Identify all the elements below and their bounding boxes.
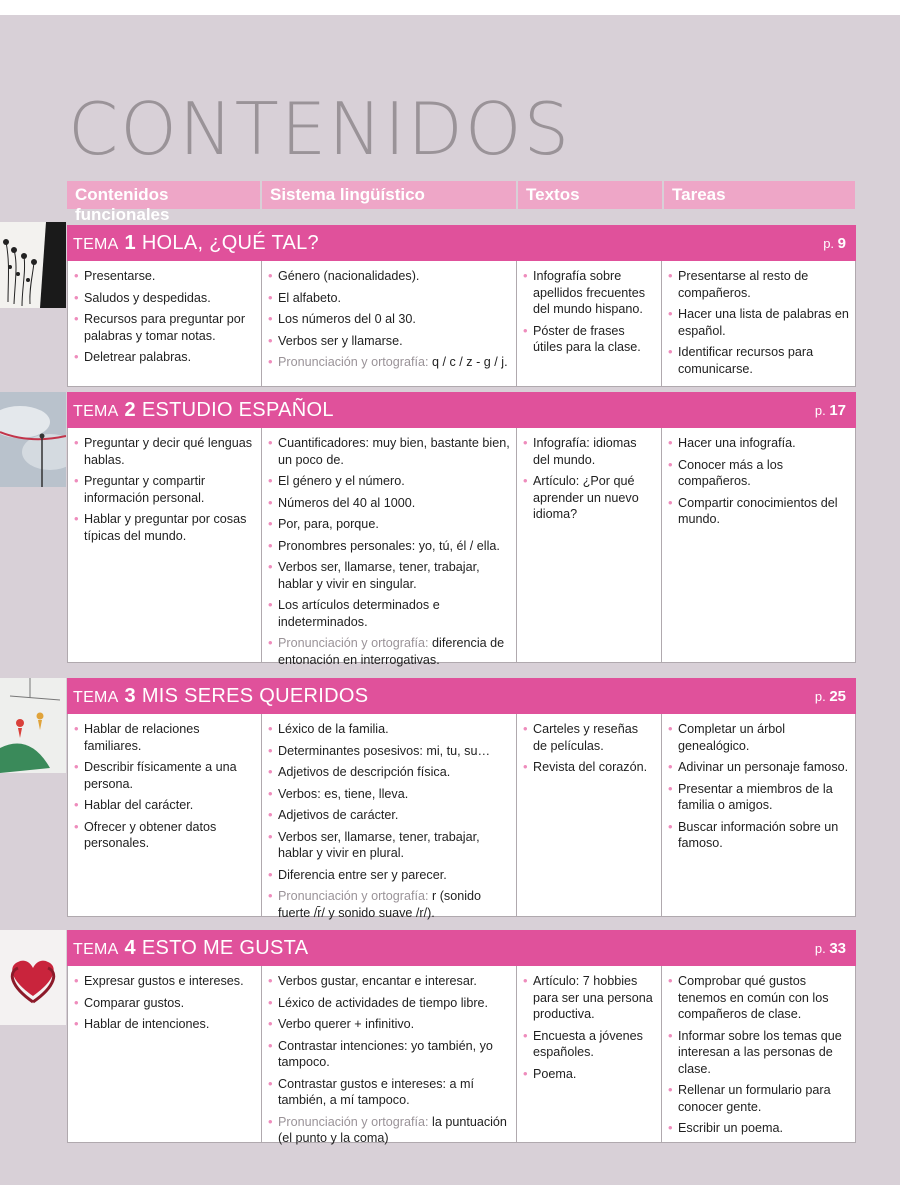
tema-4-page: p. 33 (814, 939, 846, 957)
page (0, 15, 900, 1185)
list-item: • Encuesta a jóvenes españoles. (523, 1028, 655, 1061)
list-item: • Hablar y preguntar por cosas típicas del mundo. (74, 511, 255, 544)
pronunciation-item: • Pronunciación y ortografía: la puntuación (el punto y la coma) (268, 1114, 510, 1147)
textos-column (517, 261, 662, 386)
list-item: • Escribir un poema. (668, 1120, 849, 1137)
list-item: • Adivinar un personaje famoso. (668, 759, 849, 776)
tema-2-body (67, 428, 856, 667)
list-item: • Póster de frases útiles para la clase. (523, 323, 655, 356)
funcionales-column (68, 261, 262, 386)
list-item: • Hablar de relaciones familiares. (74, 721, 255, 754)
tema-2-title: TEMA 2 ESTUDIO ESPAÑOL (73, 398, 334, 421)
header-sistema-linguistico: Sistema lingüístico (262, 181, 516, 209)
list-item: • Determinantes posesivos: mi, tu, su… (268, 743, 510, 760)
tema-2-section (67, 392, 856, 667)
list-item: • Compartir conocimientos del mundo. (668, 495, 849, 528)
tema-1-title: TEMA 1 HOLA, ¿QUÉ TAL? (73, 231, 319, 254)
list-item: • Completar un árbol genealógico. (668, 721, 849, 754)
list-item: • Los artículos determinados e indeterminados. (268, 597, 510, 630)
list-item: • Conocer más a los compañeros. (668, 457, 849, 490)
tema-3-bar[interactable] (67, 678, 856, 714)
list-item: • Verbos gustar, encantar e interesar. (268, 973, 510, 990)
list-item: • Infografía: idiomas del mundo. (523, 435, 655, 468)
list-item: • Léxico de la familia. (268, 721, 510, 738)
list-item: • Presentar a miembros de la familia o amigos. (668, 781, 849, 814)
list-item: • Pronombres personales: yo, tú, él / ella. (268, 538, 510, 555)
tema-4-body (67, 966, 856, 1143)
list-item: • Artículo: ¿Por qué aprender un nuevo idioma? (523, 473, 655, 523)
list-item: • Verbos ser, llamarse, tener, trabajar, hablar y vivir en singular. (268, 559, 510, 592)
pronunciation-item: • Pronunciación y ortografía: diferencia de entonación en interrogativas. (268, 635, 510, 668)
list-item: • Hacer una infografía. (668, 435, 849, 452)
tema-1-section (67, 225, 856, 387)
tema-4-bar[interactable] (67, 930, 856, 966)
pronunciation-item: • Pronunciación y ortografía: r (sonido fuerte /r̄/ y sonido suave /r/). (268, 888, 510, 921)
list-item: • Verbo querer + infinitivo. (268, 1016, 510, 1033)
textos-column (517, 714, 662, 916)
list-item: • Diferencia entre ser y parecer. (268, 867, 510, 884)
tema-4-section (67, 930, 856, 1143)
list-item: • Comparar gustos. (74, 995, 255, 1012)
tareas-column (662, 261, 855, 386)
list-item: • Contrastar intenciones: yo también, yo tampoco. (268, 1038, 510, 1071)
list-item: • Deletrear palabras. (74, 349, 255, 366)
list-item: • Infografía sobre apellidos frecuentes del mundo hispano. (523, 268, 655, 318)
list-item: • El género y el número. (268, 473, 510, 490)
tema-4-title: TEMA 4 ESTO ME GUSTA (73, 936, 309, 959)
tema-3-section (67, 678, 856, 920)
list-item: • Poema. (523, 1066, 655, 1083)
header-textos: Textos (518, 181, 662, 209)
plants-icon (0, 222, 66, 308)
paper-heart-icon (0, 930, 66, 1025)
column-header-row (67, 181, 855, 224)
tema-3-title: TEMA 3 MIS SERES QUERIDOS (73, 684, 369, 707)
tema-1-bar[interactable] (67, 225, 856, 261)
list-item: • Presentarse. (74, 268, 255, 285)
list-item: • Hablar de intenciones. (74, 1016, 255, 1033)
sistema-column (262, 714, 517, 920)
tema-2-bar[interactable] (67, 392, 856, 428)
list-item: • Contrastar gustos e intereses: a mí también, a mí tampoco. (268, 1076, 510, 1109)
funcionales-column (68, 966, 262, 1142)
list-item: • Ofrecer y obtener datos personales. (74, 819, 255, 852)
sistema-column (262, 261, 517, 386)
header-tareas: Tareas (664, 181, 855, 209)
sky-flags-icon (0, 392, 66, 487)
list-item: • Revista del corazón. (523, 759, 655, 776)
sistema-column (262, 428, 517, 667)
list-item: • Comprobar qué gustos tenemos en común con los compañeros de clase. (668, 973, 849, 1023)
list-item: • Cuantificadores: muy bien, bastante bien, un poco de. (268, 435, 510, 468)
list-item: • Verbos ser, llamarse, tener, trabajar, hablar y vivir en plural. (268, 829, 510, 862)
list-item: • Hacer una lista de palabras en español. (668, 306, 849, 339)
mobile-figures-icon (0, 678, 66, 773)
tema-3-body (67, 714, 856, 920)
funcionales-column (68, 428, 262, 662)
list-item: • Identificar recursos para comunicarse. (668, 344, 849, 377)
header-contenidos-funcionales: Contenidos funcionales (67, 181, 260, 209)
list-item: • El alfabeto. (268, 290, 510, 307)
tareas-column (662, 714, 855, 916)
list-item: • Carteles y reseñas de películas. (523, 721, 655, 754)
tema-1-body (67, 261, 856, 387)
funcionales-column (68, 714, 262, 916)
list-item: • Preguntar y compartir información personal. (74, 473, 255, 506)
list-item: • Expresar gustos e intereses. (74, 973, 255, 990)
textos-column (517, 966, 662, 1142)
sistema-column (262, 966, 517, 1145)
textos-column (517, 428, 662, 662)
pronunciation-item: • Pronunciación y ortografía: q / c / z - g / j. (268, 354, 510, 371)
list-item: • Verbos ser y llamarse. (268, 333, 510, 350)
list-item: • Hablar del carácter. (74, 797, 255, 814)
list-item: • Describir físicamente a una persona. (74, 759, 255, 792)
list-item: • Saludos y despedidas. (74, 290, 255, 307)
list-item: • Presentarse al resto de compañeros. (668, 268, 849, 301)
list-item: • Léxico de actividades de tiempo libre. (268, 995, 510, 1012)
tema-3-page: p. 25 (814, 687, 846, 705)
list-item: • Recursos para preguntar por palabras y tomar notas. (74, 311, 255, 344)
list-item: • Números del 40 al 1000. (268, 495, 510, 512)
tema-1-page: p. 9 (823, 234, 846, 252)
list-item: • Buscar información sobre un famoso. (668, 819, 849, 852)
list-item: • Adjetivos de carácter. (268, 807, 510, 824)
list-item: • Por, para, porque. (268, 516, 510, 533)
list-item: • Rellenar un formulario para conocer gente. (668, 1082, 849, 1115)
list-item: • Los números del 0 al 30. (268, 311, 510, 328)
list-item: • Artículo: 7 hobbies para ser una persona productiva. (523, 973, 655, 1023)
tareas-column (662, 966, 855, 1142)
list-item: • Género (nacionalidades). (268, 268, 510, 285)
list-item: • Verbos: es, tiene, lleva. (268, 786, 510, 803)
list-item: • Informar sobre los temas que interesan a las personas de clase. (668, 1028, 849, 1078)
page-title: CONTENIDOS (68, 87, 572, 171)
list-item: • Preguntar y decir qué lenguas hablas. (74, 435, 255, 468)
list-item: • Adjetivos de descripción física. (268, 764, 510, 781)
tema-2-page: p. 17 (814, 401, 846, 419)
tareas-column (662, 428, 855, 662)
